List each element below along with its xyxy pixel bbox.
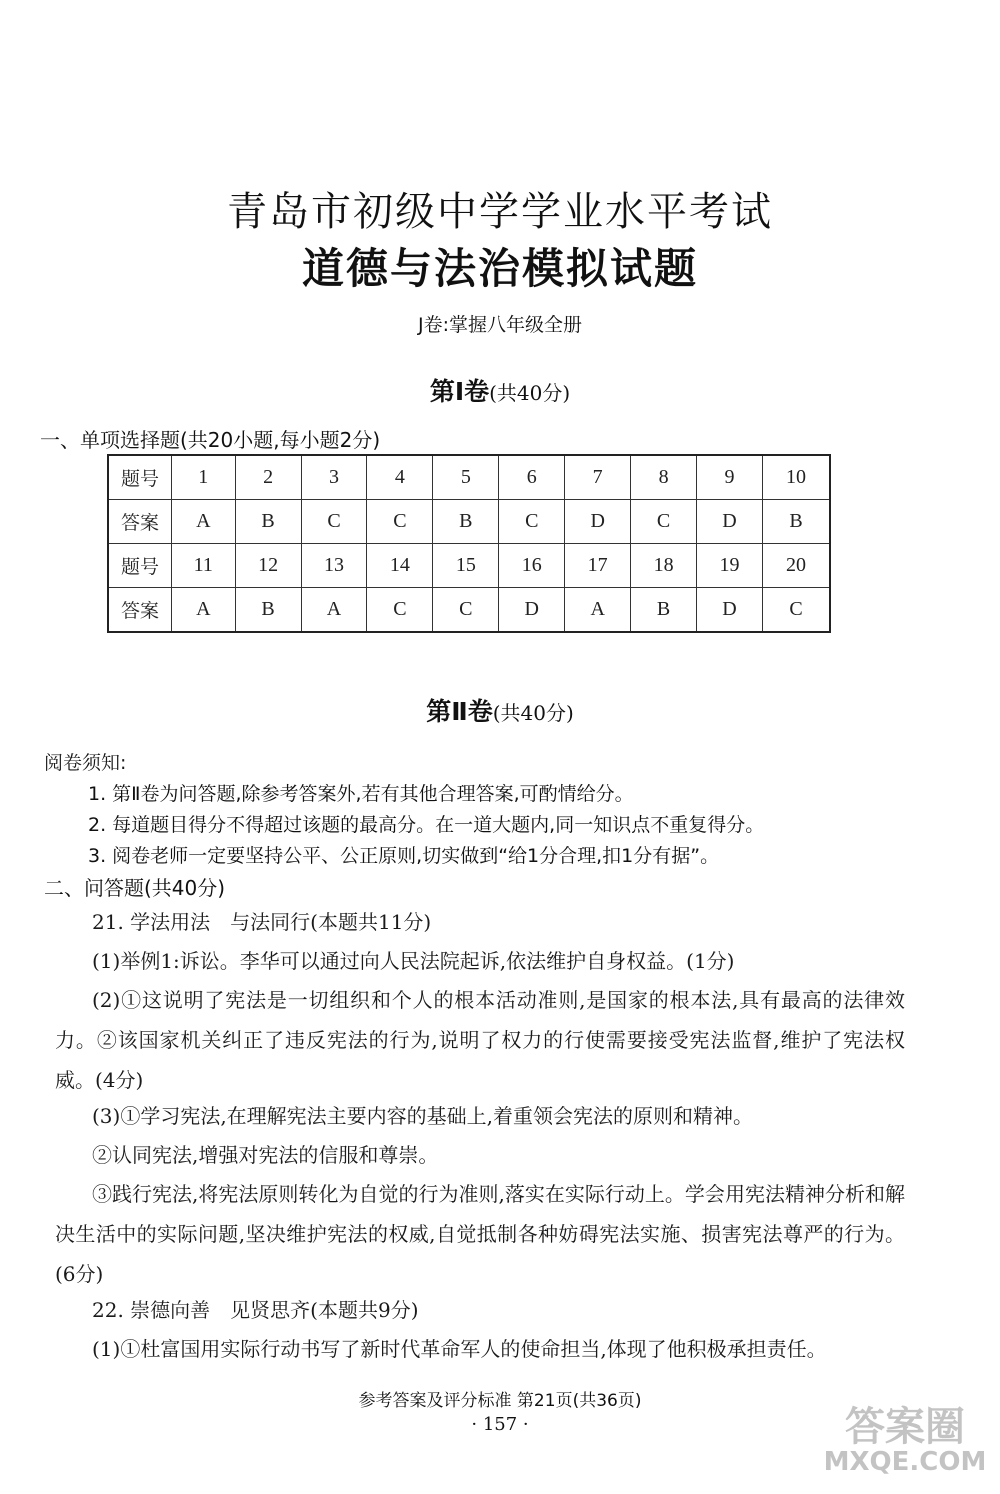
answer-cell: C	[433, 588, 499, 633]
question-number: 6	[499, 455, 565, 500]
question-number: 11	[172, 544, 236, 588]
document-subject-title: 道德与法治模拟试题	[301, 244, 698, 293]
answer-cell: B	[235, 500, 301, 544]
question-number: 14	[367, 544, 433, 588]
section-1-heading: 一、单项选择题(共20小题,每小题2分)	[40, 428, 381, 452]
volume-2-label: 第Ⅱ卷	[426, 697, 493, 726]
grading-notes-title: 阅卷须知:	[44, 752, 127, 774]
question-number: 9	[697, 455, 763, 500]
answer-cell: D	[499, 588, 565, 633]
page-footer-caption: 参考答案及评分标准 第21页(共36页)	[358, 1391, 642, 1411]
answer-cell: D	[697, 588, 763, 633]
question-number: 17	[565, 544, 631, 588]
question-number: 4	[367, 455, 433, 500]
answer-cell: C	[762, 588, 830, 633]
question-number: 8	[631, 455, 697, 500]
answer-cell: B	[631, 588, 697, 633]
table-row	[108, 544, 830, 588]
grading-note: 3. 阅卷老师一定要坚持公平、公正原则,切实做到“给1分合理,扣1分有据”。	[88, 845, 720, 867]
answer-cell: A	[172, 500, 236, 544]
document-subtitle: J卷:掌握八年级全册	[417, 314, 582, 336]
question-21-part-3-point-3: ③践行宪法,将宪法原则转化为自觉的行为准则,落实在实际行动上。学会用宪法精神分析和解决生活中的实际问题,坚决维护宪法的权威,自觉抵制各种妨碍宪法实施、损害宪法尊严的行为。(6分)	[55, 1182, 905, 1286]
question-number: 5	[433, 455, 499, 500]
question-number: 1	[172, 455, 236, 500]
table-row	[108, 455, 830, 500]
answer-cell: C	[367, 500, 433, 544]
question-number: 19	[697, 544, 763, 588]
question-number: 13	[301, 544, 367, 588]
answer-cell: B	[433, 500, 499, 544]
question-21-part-2: (2)①这说明了宪法是一切组织和个人的根本活动准则,是国家的根本法,具有最高的法律效力。②该国家机关纠正了违反宪法的行为,说明了权力的行使需要接受宪法监督,维护了宪法权威。(4分)	[55, 988, 905, 1092]
watermark-url: MXQE.COM	[823, 1447, 987, 1477]
answer-cell: B	[235, 588, 301, 633]
answer-cell: A	[172, 588, 236, 633]
watermark-text: 答案圈	[845, 1404, 965, 1450]
answer-cell: A	[301, 588, 367, 633]
answer-cell: B	[762, 500, 830, 544]
answer-cell: C	[367, 588, 433, 633]
row-label-question: 题号	[108, 544, 172, 588]
answer-cell: C	[631, 500, 697, 544]
volume-2-points: (共40分)	[492, 701, 574, 725]
grading-note: 2. 每道题目得分不得超过该题的最高分。在一道大题内,同一知识点不重复得分。	[88, 814, 765, 836]
question-number: 16	[499, 544, 565, 588]
question-number: 15	[433, 544, 499, 588]
table-row	[108, 588, 830, 633]
section-2-heading: 二、问答题(共40分)	[44, 876, 226, 900]
question-number: 10	[762, 455, 830, 500]
question-number: 20	[762, 544, 830, 588]
question-number: 3	[301, 455, 367, 500]
answer-cell: C	[499, 500, 565, 544]
question-number: 7	[565, 455, 631, 500]
watermark-logo	[820, 1395, 990, 1485]
answer-cell: D	[565, 500, 631, 544]
question-21-title: 21. 学法用法 与法同行(本题共11分)	[92, 910, 432, 934]
row-label-question: 题号	[108, 455, 172, 500]
answer-cell: A	[565, 588, 631, 633]
document-title: 青岛市初级中学学业水平考试	[227, 189, 773, 235]
page-number: · 157 ·	[471, 1414, 529, 1435]
row-label-answer: 答案	[108, 588, 172, 633]
answer-cell: D	[697, 500, 763, 544]
answer-table	[107, 454, 831, 633]
question-21-part-3-point-2: ②认同宪法,增强对宪法的信服和尊崇。	[92, 1143, 439, 1167]
question-22-title: 22. 崇德向善 见贤思齐(本题共9分)	[92, 1298, 419, 1322]
answer-cell: C	[301, 500, 367, 544]
volume-1-heading	[0, 372, 1000, 408]
grading-note: 1. 第Ⅱ卷为问答题,除参考答案外,若有其他合理答案,可酌情给分。	[88, 783, 634, 805]
volume-2-heading	[0, 692, 1000, 728]
question-22-part-1: (1)①杜富国用实际行动书写了新时代革命军人的使命担当,体现了他积极承担责任。	[92, 1337, 827, 1361]
question-21-part-1: (1)举例1:诉讼。李华可以通过向人民法院起诉,依法维护自身权益。(1分)	[92, 949, 735, 973]
table-row	[108, 500, 830, 544]
volume-1-label: 第Ⅰ卷	[429, 377, 490, 406]
question-number: 18	[631, 544, 697, 588]
row-label-answer: 答案	[108, 500, 172, 544]
question-number: 12	[235, 544, 301, 588]
question-21-part-3: (3)①学习宪法,在理解宪法主要内容的基础上,着重领会宪法的原则和精神。	[92, 1104, 754, 1128]
volume-1-points: (共40分)	[489, 381, 571, 405]
question-number: 2	[235, 455, 301, 500]
